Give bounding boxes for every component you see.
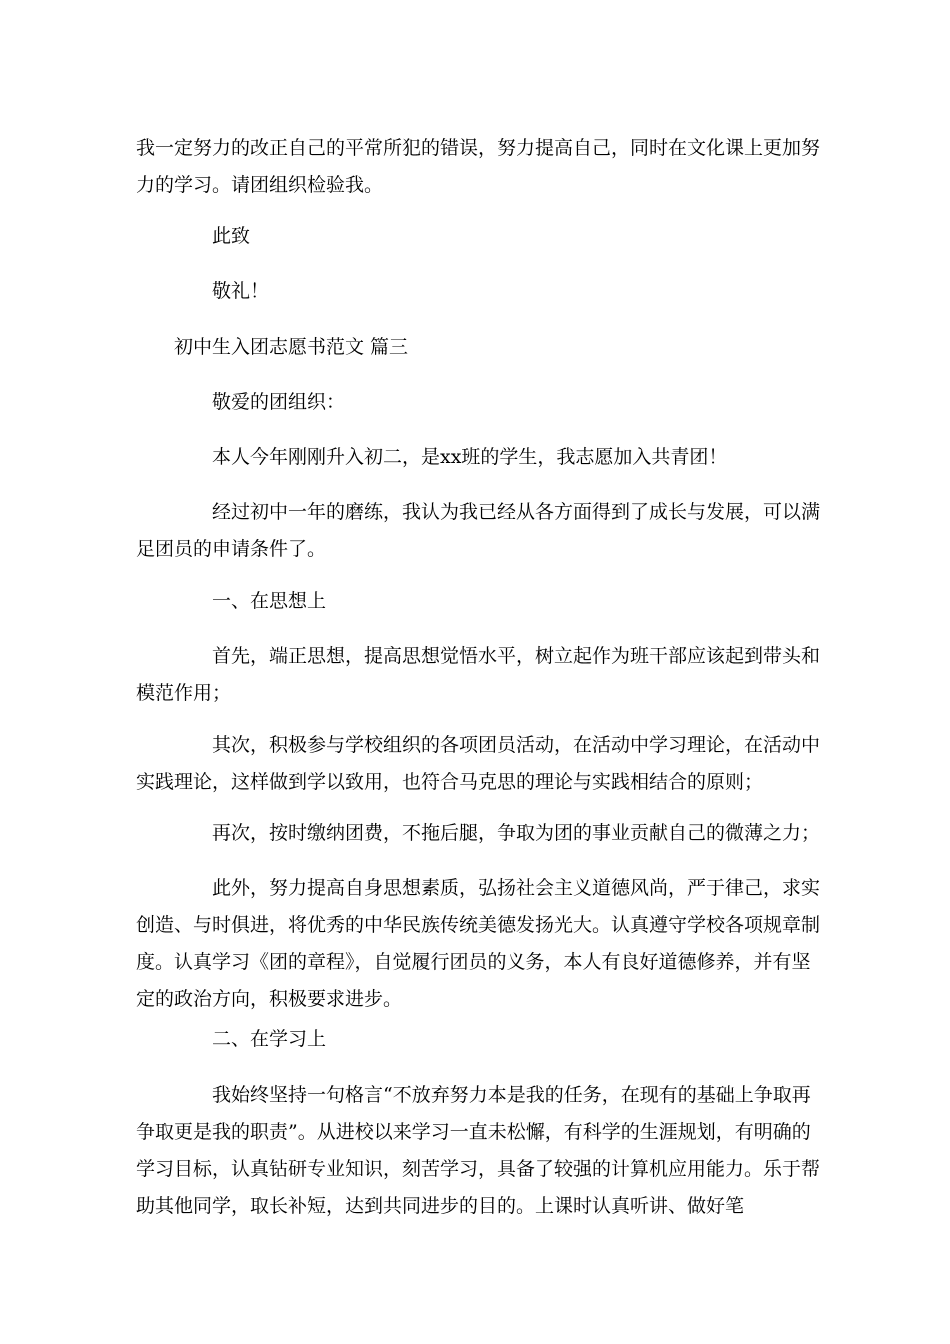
paragraph-moreover: 此外，努力提高自身思想素质，弘扬社会主义道德风尚，严于律己，求实创造、与时俱进，将优秀的中华民族传统美德发扬光大。认真遵守学校各项规章制度。认真学习《团的章程》，自觉履行团员的义务，本人有良好道德修养，并有坚定的政治方向，积极要求进步。: [136, 877, 821, 1010]
greeting: 敬爱的团组织：: [212, 391, 346, 413]
paragraph-experience: 经过初中一年的磨练，我认为我已经从各方面得到了成长与发展，可以满足团员的申请条件了。: [136, 501, 821, 560]
section-title: 初中生入团志愿书范文 篇三: [174, 336, 409, 358]
paragraph-third: 再次，按时缴纳团费，不拖后腿，争取为团的事业贡献自己的微薄之力；: [212, 822, 821, 844]
subheading-thought: 一、在思想上: [212, 590, 327, 612]
paragraph-intro: 本人今年刚刚升入初二，是xx班的学生，我志愿加入共青团！: [212, 446, 728, 468]
closing-salutation: 此致: [212, 225, 251, 247]
paragraph-first: 首先，端正思想，提高思想觉悟水平，树立起作为班干部应该起到带头和模范作用；: [136, 645, 821, 704]
subheading-study: 二、在学习上: [212, 1028, 327, 1050]
paragraph-second: 其次，积极参与学校组织的各项团员活动，在活动中学习理论，在活动中实践理论，这样做到学以致用，也符合马克思的理论与实践相结合的原则；: [136, 734, 821, 793]
paragraph-motto: 我始终坚持一句格言“不放弃努力本是我的任务，在现有的基础上争取再争取更是我的职责”。从进校以来学习一直未松懈，有科学的生涯规划，有明确的学习目标，认真钻研专业知识，刻苦学习，具备了较强的计算机应用能力。乐于帮助其他同学，取长补短，达到共同进步的目的。上课时认真听讲、做好笔: [136, 1084, 821, 1217]
closing-respect: 敬礼！: [212, 280, 270, 302]
paragraph-continuation: 我一定努力的改正自己的平常所犯的错误，努力提高自己，同时在文化课上更加努力的学习。请团组织检验我。: [136, 137, 821, 196]
